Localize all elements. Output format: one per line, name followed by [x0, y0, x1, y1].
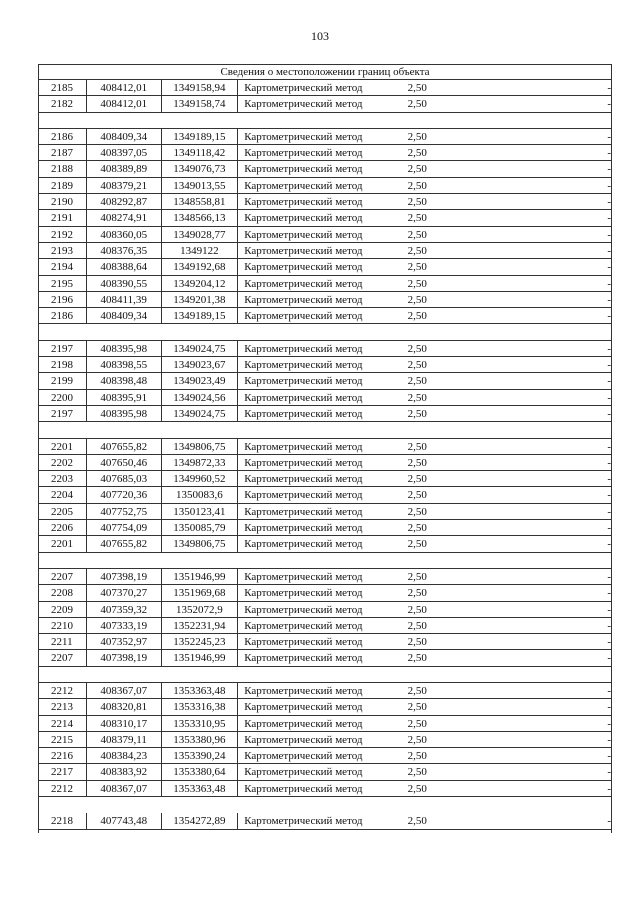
table-row — [39, 439, 611, 455]
method-cell: Картометрический метод — [244, 130, 363, 143]
point-number-cell: 2201 — [39, 439, 87, 454]
method-cell: Картометрический метод — [244, 407, 363, 420]
y-coordinate-cell: 1351946,99 — [162, 569, 239, 584]
x-coordinate-cell: 407655,82 — [87, 536, 162, 551]
group-separator — [39, 667, 611, 683]
x-coordinate-cell: 408395,91 — [87, 390, 162, 405]
method-cell: Картометрический метод — [244, 359, 363, 372]
table-row — [39, 390, 611, 406]
x-coordinate-cell: 407398,19 — [87, 650, 162, 665]
accuracy-cell: 2,50 — [407, 130, 427, 143]
x-coordinate-cell: 408367,07 — [87, 683, 162, 698]
accuracy-cell: 2,50 — [407, 717, 427, 730]
method-cell: Картометрический метод — [244, 163, 363, 176]
description-cell: - — [607, 261, 611, 274]
description-cell: - — [607, 750, 611, 763]
boundary-coordinates-table — [38, 64, 612, 833]
method-cell: Картометрический метод — [244, 375, 363, 388]
x-coordinate-cell: 408384,23 — [87, 748, 162, 763]
description-cell: - — [607, 293, 611, 306]
accuracy-cell: 2,50 — [407, 310, 427, 323]
point-number-cell: 2216 — [39, 748, 87, 763]
y-coordinate-cell: 1351969,68 — [162, 585, 239, 600]
table-row — [39, 80, 611, 96]
point-number-cell: 2218 — [39, 813, 87, 828]
description-cell: - — [607, 440, 611, 453]
accuracy-cell: 2,50 — [407, 147, 427, 160]
y-coordinate-cell: 1353363,48 — [162, 683, 239, 698]
point-number-cell: 2191 — [39, 210, 87, 225]
x-coordinate-cell: 407333,19 — [87, 618, 162, 633]
table-row — [39, 161, 611, 177]
method-cell: Картометрический метод — [244, 212, 363, 225]
description-cell: - — [607, 782, 611, 795]
method-cell: Картометрический метод — [244, 244, 363, 257]
accuracy-cell: 2,50 — [407, 636, 427, 649]
method-cell: Картометрический метод — [244, 228, 363, 241]
accuracy-cell: 2,50 — [407, 750, 427, 763]
accuracy-cell: 2,50 — [407, 277, 427, 290]
method-cell: Картометрический метод — [244, 733, 363, 746]
accuracy-cell: 2,50 — [407, 293, 427, 306]
accuracy-cell: 2,50 — [407, 815, 427, 828]
table-row — [39, 585, 611, 601]
x-coordinate-cell: 408398,55 — [87, 357, 162, 372]
table-row — [39, 699, 611, 715]
description-cell: - — [607, 359, 611, 372]
y-coordinate-cell: 1352245,23 — [162, 634, 239, 649]
group-separator — [39, 797, 611, 813]
y-coordinate-cell: 1349806,75 — [162, 439, 239, 454]
y-coordinate-cell: 1350123,41 — [162, 504, 239, 519]
y-coordinate-cell: 1349201,38 — [162, 292, 239, 307]
method-cell: Картометрический метод — [244, 342, 363, 355]
x-coordinate-cell: 407650,46 — [87, 455, 162, 470]
x-coordinate-cell: 407752,75 — [87, 504, 162, 519]
accuracy-cell: 2,50 — [407, 684, 427, 697]
table-row — [39, 683, 611, 699]
accuracy-cell: 2,50 — [407, 473, 427, 486]
x-coordinate-cell: 407352,97 — [87, 634, 162, 649]
point-number-cell: 2194 — [39, 259, 87, 274]
y-coordinate-cell: 1349806,75 — [162, 536, 239, 551]
x-coordinate-cell: 408398,48 — [87, 373, 162, 388]
method-cell: Картометрический метод — [244, 179, 363, 192]
method-cell: Картометрический метод — [244, 652, 363, 665]
accuracy-cell: 2,50 — [407, 505, 427, 518]
x-coordinate-cell: 408395,98 — [87, 341, 162, 356]
accuracy-cell: 2,50 — [407, 407, 427, 420]
table-row — [39, 227, 611, 243]
method-cell: Картометрический метод — [244, 636, 363, 649]
x-coordinate-cell: 408376,35 — [87, 243, 162, 258]
y-coordinate-cell: 1353380,64 — [162, 764, 239, 779]
y-coordinate-cell: 1349158,74 — [162, 96, 239, 111]
table-row — [39, 618, 611, 634]
y-coordinate-cell: 1349024,75 — [162, 406, 239, 421]
description-cell: - — [607, 619, 611, 632]
description-cell: - — [607, 652, 611, 665]
accuracy-cell: 2,50 — [407, 375, 427, 388]
table-row — [39, 357, 611, 373]
y-coordinate-cell: 1349013,55 — [162, 178, 239, 193]
x-coordinate-cell: 408397,05 — [87, 145, 162, 160]
table-row — [39, 716, 611, 732]
description-cell: - — [607, 212, 611, 225]
description-cell: - — [607, 636, 611, 649]
x-coordinate-cell: 408412,01 — [87, 80, 162, 95]
method-cell: Картометрический метод — [244, 750, 363, 763]
method-cell: Картометрический метод — [244, 619, 363, 632]
method-cell: Картометрический метод — [244, 538, 363, 551]
description-cell: - — [607, 456, 611, 469]
group-separator — [39, 324, 611, 340]
x-coordinate-cell: 408383,92 — [87, 764, 162, 779]
group-separator — [39, 113, 611, 129]
table-row — [39, 210, 611, 226]
accuracy-cell: 2,50 — [407, 391, 427, 404]
description-cell: - — [607, 505, 611, 518]
table-row — [39, 455, 611, 471]
accuracy-cell: 2,50 — [407, 782, 427, 795]
group-separator — [39, 422, 611, 438]
point-number-cell: 2188 — [39, 161, 87, 176]
accuracy-cell: 2,50 — [407, 261, 427, 274]
method-cell: Картометрический метод — [244, 147, 363, 160]
point-number-cell: 2199 — [39, 373, 87, 388]
point-number-cell: 2186 — [39, 129, 87, 144]
point-number-cell: 2195 — [39, 276, 87, 291]
y-coordinate-cell: 1353363,48 — [162, 781, 239, 796]
description-cell: - — [607, 717, 611, 730]
accuracy-cell: 2,50 — [407, 619, 427, 632]
x-coordinate-cell: 408395,98 — [87, 406, 162, 421]
description-cell: - — [607, 473, 611, 486]
method-cell: Картометрический метод — [244, 391, 363, 404]
x-coordinate-cell: 408412,01 — [87, 96, 162, 111]
method-cell: Картометрический метод — [244, 261, 363, 274]
table-row — [39, 487, 611, 503]
x-coordinate-cell: 407370,27 — [87, 585, 162, 600]
accuracy-cell: 2,50 — [407, 587, 427, 600]
description-cell: - — [607, 228, 611, 241]
x-coordinate-cell: 408389,89 — [87, 161, 162, 176]
method-cell: Картометрический метод — [244, 587, 363, 600]
point-number-cell: 2197 — [39, 406, 87, 421]
description-cell: - — [607, 570, 611, 583]
accuracy-cell: 2,50 — [407, 196, 427, 209]
x-coordinate-cell: 408310,17 — [87, 716, 162, 731]
y-coordinate-cell: 1349076,73 — [162, 161, 239, 176]
table-row — [39, 569, 611, 585]
description-cell: - — [607, 82, 611, 94]
method-cell: Картометрический метод — [244, 782, 363, 795]
point-number-cell: 2203 — [39, 471, 87, 486]
method-cell: Картометрический метод — [244, 196, 363, 209]
point-number-cell: 2213 — [39, 699, 87, 714]
x-coordinate-cell: 408388,64 — [87, 259, 162, 274]
accuracy-cell: 2,50 — [407, 228, 427, 241]
description-cell: - — [607, 603, 611, 616]
table-row — [39, 406, 611, 422]
point-number-cell: 2214 — [39, 716, 87, 731]
method-cell: Картометрический метод — [244, 701, 363, 714]
point-number-cell: 2217 — [39, 764, 87, 779]
table-row — [39, 520, 611, 536]
description-cell: - — [607, 489, 611, 502]
description-cell: - — [607, 701, 611, 714]
point-number-cell: 2210 — [39, 618, 87, 633]
y-coordinate-cell: 1349024,75 — [162, 341, 239, 356]
y-coordinate-cell: 1350085,79 — [162, 520, 239, 535]
point-number-cell: 2192 — [39, 227, 87, 242]
point-number-cell: 2202 — [39, 455, 87, 470]
point-number-cell: 2197 — [39, 341, 87, 356]
method-cell: Картометрический метод — [244, 766, 363, 779]
method-cell: Картометрический метод — [244, 489, 363, 502]
x-coordinate-cell: 408379,21 — [87, 178, 162, 193]
table-row — [39, 243, 611, 259]
x-coordinate-cell: 408274,91 — [87, 210, 162, 225]
description-cell: - — [607, 98, 611, 111]
y-coordinate-cell: 1349158,94 — [162, 80, 239, 95]
accuracy-cell: 2,50 — [407, 766, 427, 779]
table-row — [39, 145, 611, 161]
description-cell: - — [607, 538, 611, 551]
method-cell: Картометрический метод — [244, 473, 363, 486]
accuracy-cell: 2,50 — [407, 522, 427, 535]
point-number-cell: 2198 — [39, 357, 87, 372]
point-number-cell: 2208 — [39, 585, 87, 600]
accuracy-cell: 2,50 — [407, 98, 427, 111]
accuracy-cell: 2,50 — [407, 733, 427, 746]
group-separator — [39, 553, 611, 569]
description-cell: - — [607, 587, 611, 600]
point-number-cell: 2215 — [39, 732, 87, 747]
table-row — [39, 602, 611, 618]
x-coordinate-cell: 407743,48 — [87, 813, 162, 828]
point-number-cell: 2212 — [39, 683, 87, 698]
table-row — [39, 634, 611, 650]
table-row — [39, 129, 611, 145]
table-row — [39, 194, 611, 210]
x-coordinate-cell: 407754,09 — [87, 520, 162, 535]
y-coordinate-cell: 1348558,81 — [162, 194, 239, 209]
accuracy-cell: 2,50 — [407, 244, 427, 257]
x-coordinate-cell: 407685,03 — [87, 471, 162, 486]
accuracy-cell: 2,50 — [407, 440, 427, 453]
accuracy-cell: 2,50 — [407, 489, 427, 502]
table-row — [39, 308, 611, 324]
method-cell: Картометрический метод — [244, 310, 363, 323]
description-cell: - — [607, 733, 611, 746]
table-row — [39, 504, 611, 520]
page-number: 103 — [311, 29, 329, 43]
table-row — [39, 178, 611, 194]
y-coordinate-cell: 1353390,24 — [162, 748, 239, 763]
method-cell: Картометрический метод — [244, 98, 363, 111]
x-coordinate-cell: 407398,19 — [87, 569, 162, 584]
y-coordinate-cell: 1349023,67 — [162, 357, 239, 372]
table-row — [39, 471, 611, 487]
table-row — [39, 292, 611, 308]
table-row — [39, 650, 611, 666]
y-coordinate-cell: 1352072,9 — [162, 602, 239, 617]
accuracy-cell: 2,50 — [407, 163, 427, 176]
y-coordinate-cell: 1349023,49 — [162, 373, 239, 388]
y-coordinate-cell: 1349192,68 — [162, 259, 239, 274]
method-cell: Картометрический метод — [244, 717, 363, 730]
method-cell: Картометрический метод — [244, 277, 363, 290]
table-row — [39, 764, 611, 780]
y-coordinate-cell: 1350083,6 — [162, 487, 239, 502]
point-number-cell: 2182 — [39, 96, 87, 111]
accuracy-cell: 2,50 — [407, 342, 427, 355]
y-coordinate-cell: 1349024,56 — [162, 390, 239, 405]
y-coordinate-cell: 1349960,52 — [162, 471, 239, 486]
table-row — [39, 96, 611, 112]
x-coordinate-cell: 407359,32 — [87, 602, 162, 617]
point-number-cell: 2189 — [39, 178, 87, 193]
point-number-cell: 2196 — [39, 292, 87, 307]
table-row — [39, 781, 611, 797]
y-coordinate-cell: 1349189,15 — [162, 308, 239, 323]
description-cell: - — [607, 147, 611, 160]
accuracy-cell: 2,50 — [407, 652, 427, 665]
x-coordinate-cell: 408367,07 — [87, 781, 162, 796]
description-cell: - — [607, 196, 611, 209]
y-coordinate-cell: 1349872,33 — [162, 455, 239, 470]
y-coordinate-cell: 1349189,15 — [162, 129, 239, 144]
x-coordinate-cell: 408292,87 — [87, 194, 162, 209]
accuracy-cell: 2,50 — [407, 701, 427, 714]
table-row — [39, 373, 611, 389]
description-cell: - — [607, 179, 611, 192]
x-coordinate-cell: 408379,11 — [87, 732, 162, 747]
x-coordinate-cell: 408320,81 — [87, 699, 162, 714]
description-cell: - — [607, 815, 611, 828]
method-cell: Картометрический метод — [244, 815, 363, 828]
x-coordinate-cell: 408360,05 — [87, 227, 162, 242]
y-coordinate-cell: 1353380,96 — [162, 732, 239, 747]
point-number-cell: 2185 — [39, 80, 87, 95]
accuracy-cell: 2,50 — [407, 570, 427, 583]
table-row — [39, 748, 611, 764]
accuracy-cell: 2,50 — [407, 538, 427, 551]
description-cell: - — [607, 277, 611, 290]
point-number-cell: 2211 — [39, 634, 87, 649]
table-row — [39, 276, 611, 292]
accuracy-cell: 2,50 — [407, 456, 427, 469]
method-cell: Картометрический метод — [244, 456, 363, 469]
description-cell: - — [607, 244, 611, 257]
method-cell: Картометрический метод — [244, 522, 363, 535]
table-row — [39, 813, 611, 829]
method-cell: Картометрический метод — [244, 82, 363, 94]
description-cell: - — [607, 342, 611, 355]
description-cell: - — [607, 684, 611, 697]
method-cell: Картометрический метод — [244, 603, 363, 616]
table-row — [39, 536, 611, 552]
point-number-cell: 2205 — [39, 504, 87, 519]
accuracy-cell: 2,50 — [407, 82, 427, 94]
point-number-cell: 2186 — [39, 308, 87, 323]
y-coordinate-cell: 1348566,13 — [162, 210, 239, 225]
table-caption: Сведения о местоположении границ объекта — [39, 65, 611, 80]
method-cell: Картометрический метод — [244, 684, 363, 697]
x-coordinate-cell: 408411,39 — [87, 292, 162, 307]
description-cell: - — [607, 163, 611, 176]
y-coordinate-cell: 1349028,77 — [162, 227, 239, 242]
method-cell: Картометрический метод — [244, 440, 363, 453]
point-number-cell: 2201 — [39, 536, 87, 551]
accuracy-cell: 2,50 — [407, 603, 427, 616]
y-coordinate-cell: 1353310,95 — [162, 716, 239, 731]
description-cell: - — [607, 310, 611, 323]
table-row — [39, 341, 611, 357]
point-number-cell: 2200 — [39, 390, 87, 405]
description-cell: - — [607, 391, 611, 404]
description-cell: - — [607, 766, 611, 779]
point-number-cell: 2209 — [39, 602, 87, 617]
description-cell: - — [607, 407, 611, 420]
x-coordinate-cell: 408390,55 — [87, 276, 162, 291]
method-cell: Картометрический метод — [244, 505, 363, 518]
y-coordinate-cell: 1349122 — [162, 243, 239, 258]
description-cell: - — [607, 375, 611, 388]
x-coordinate-cell: 407720,36 — [87, 487, 162, 502]
y-coordinate-cell: 1349204,12 — [162, 276, 239, 291]
y-coordinate-cell: 1351946,99 — [162, 650, 239, 665]
accuracy-cell: 2,50 — [407, 212, 427, 225]
table-row — [39, 732, 611, 748]
accuracy-cell: 2,50 — [407, 179, 427, 192]
y-coordinate-cell: 1353316,38 — [162, 699, 239, 714]
point-number-cell: 2207 — [39, 569, 87, 584]
accuracy-cell: 2,50 — [407, 359, 427, 372]
point-number-cell: 2187 — [39, 145, 87, 160]
table-row — [39, 259, 611, 275]
x-coordinate-cell: 408409,34 — [87, 308, 162, 323]
y-coordinate-cell: 1352231,94 — [162, 618, 239, 633]
method-cell: Картометрический метод — [244, 293, 363, 306]
point-number-cell: 2207 — [39, 650, 87, 665]
point-number-cell: 2193 — [39, 243, 87, 258]
x-coordinate-cell: 408409,34 — [87, 129, 162, 144]
point-number-cell: 2206 — [39, 520, 87, 535]
table-body — [39, 80, 611, 830]
point-number-cell: 2212 — [39, 781, 87, 796]
description-cell: - — [607, 522, 611, 535]
x-coordinate-cell: 407655,82 — [87, 439, 162, 454]
point-number-cell: 2204 — [39, 487, 87, 502]
y-coordinate-cell: 1354272,89 — [162, 813, 239, 828]
method-cell: Картометрический метод — [244, 570, 363, 583]
y-coordinate-cell: 1349118,42 — [162, 145, 239, 160]
description-cell: - — [607, 130, 611, 143]
point-number-cell: 2190 — [39, 194, 87, 209]
